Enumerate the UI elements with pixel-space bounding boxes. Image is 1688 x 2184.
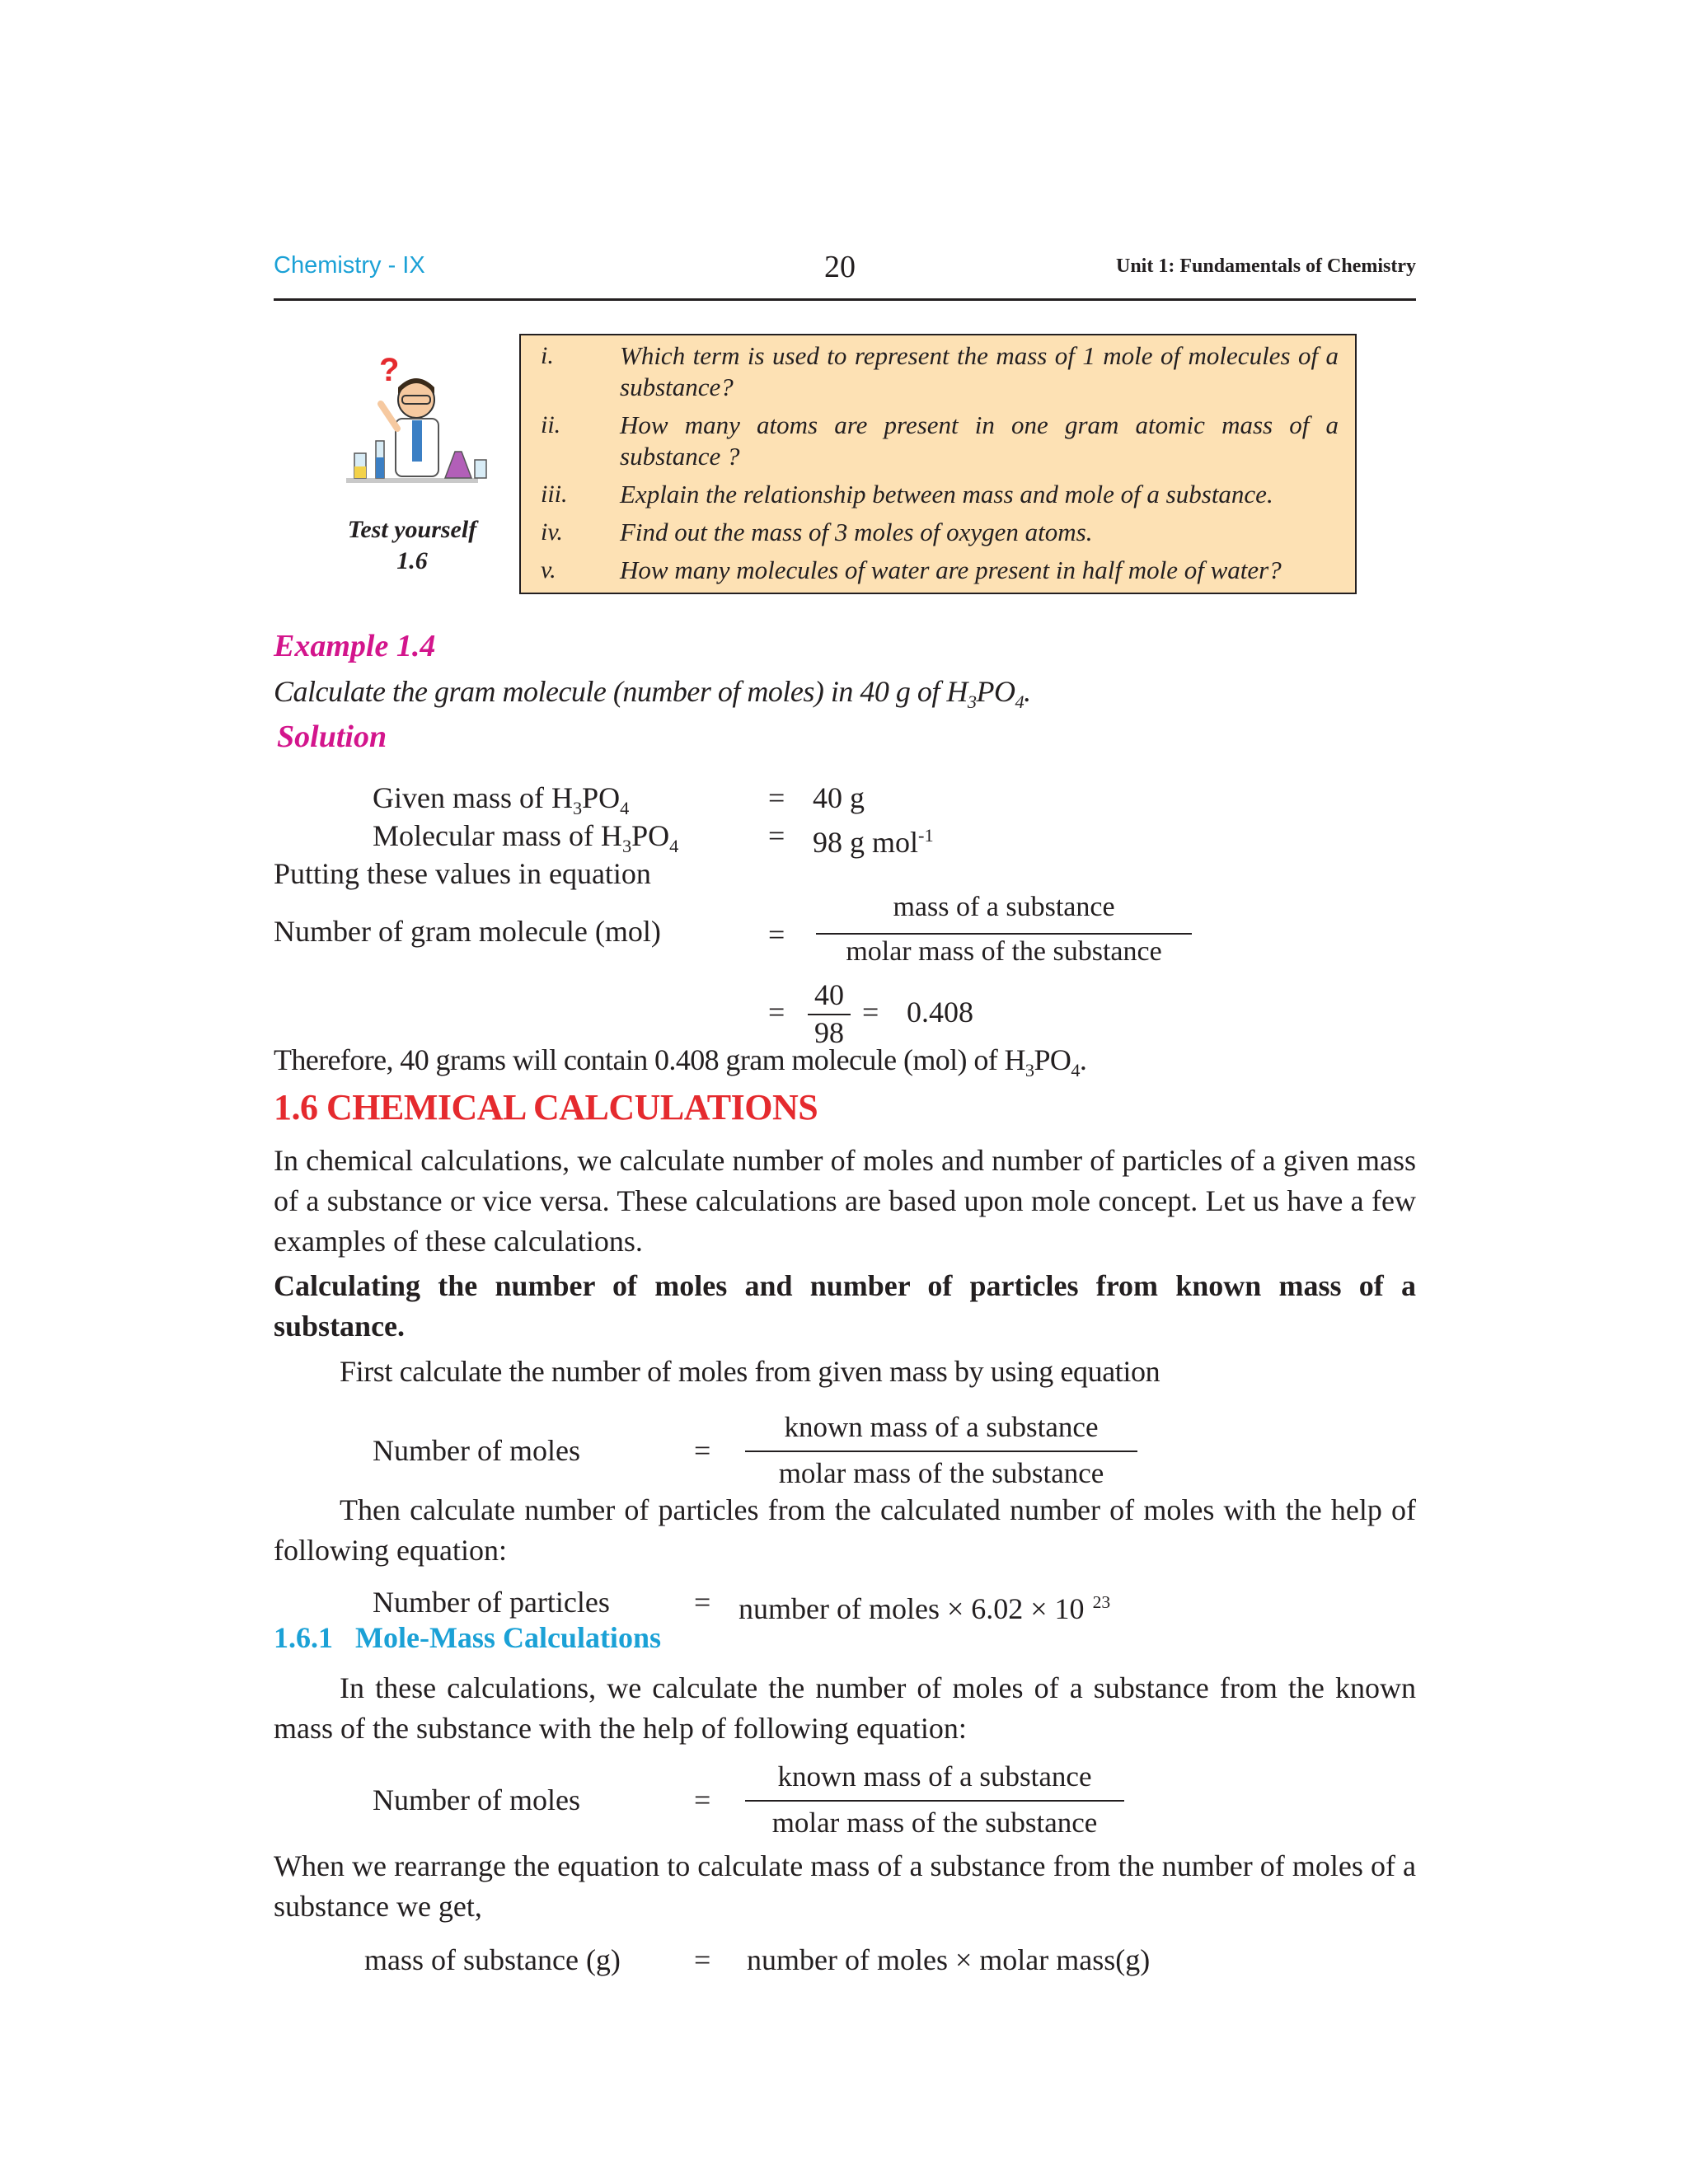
scientist-illustration (330, 354, 495, 519)
section-heading: 1.6 CHEMICAL CALCULATIONS (274, 1087, 818, 1127)
section-paragraph: Then calculate number of particles from the calculated number of moles with the help of following equation: (274, 1493, 1416, 1567)
fraction-numerator: known mass of a substance (784, 1411, 1099, 1443)
calc-result: 0.408 (907, 996, 973, 1029)
header-unit: Unit 1: Fundamentals of Chemistry (1116, 255, 1416, 277)
equation-rhs: number of moles × 6.02 × 10 $^{23}$ (738, 1592, 1111, 1625)
molecular-mass-label: Molecular mass of $H_3PO_4$ (373, 819, 679, 857)
page-number: 20 (824, 250, 856, 284)
equation-label: Number of gram molecule (mol) (274, 915, 661, 948)
subsection-paragraph: In these calculations, we calculate the number of moles of a substance from the known mass of the substance with the help of following equation: (274, 1671, 1416, 1745)
example-question: Calculate the gram molecule (number of moles) in 40 g of $H_3PO_4$. (274, 675, 1031, 713)
equals-sign: = (768, 918, 785, 951)
equals-sign: = (694, 1434, 711, 1467)
equation-rhs: number of moles × molar mass(g) (747, 1943, 1151, 1976)
test-yourself-number: 1.6 (396, 547, 428, 574)
test-yourself-questions (519, 334, 1357, 594)
equation-label: mass of substance (g) (364, 1943, 621, 1976)
equals-sign: = (768, 819, 785, 852)
solution-label: Solution (277, 719, 387, 754)
calc-numerator: 40 (814, 978, 844, 1011)
equals-sign: = (694, 1783, 711, 1816)
question-text-continued: substance ? (620, 442, 740, 471)
equals-sign: = (694, 1586, 711, 1619)
subsection-heading: 1.6.1 Mole-Mass Calculations (274, 1621, 661, 1654)
fraction-numerator: known mass of a substance (777, 1760, 1092, 1793)
test-yourself-label (326, 514, 499, 577)
instruction-text: First calculate the number of moles from given mass by using equation (340, 1355, 1160, 1388)
equals-sign: = (694, 1943, 711, 1976)
fraction-denominator: molar mass of the substance (846, 936, 1162, 967)
given-mass-value: 40 g (813, 781, 865, 814)
given-mass-label: Given mass of $H_3PO_4$ (373, 781, 630, 819)
question-text: Which term is used to represent the mass of 1 mole of molecules of a (620, 341, 1339, 370)
fraction-denominator: molar mass of the substance (771, 1807, 1098, 1839)
calc-denominator: 98 (814, 1016, 844, 1049)
therefore-text: Therefore, 40 grams will contain 0.408 gram molecule (mol) of $H_3PO_4$. (274, 1043, 1087, 1081)
question-text-continued: substance? (620, 373, 734, 401)
svg-text:?: ? (379, 354, 400, 388)
molecular-mass-value: 98 g mol$^{-1}$ (813, 825, 934, 859)
question-text: How many atoms are present in one gram atomic mass of a (620, 410, 1339, 439)
test-yourself-title: Test yourself (347, 516, 477, 543)
header-subject: Chemistry - IX (274, 252, 425, 279)
equation-label: Number of moles (373, 1434, 580, 1467)
question-text: How many molecules of water are present in half mole of water? (620, 555, 1282, 584)
question-text: Explain the relationship between mass and mole of a substance. (620, 480, 1273, 509)
example-title: Example 1.4 (274, 629, 436, 663)
fraction-denominator: molar mass of the substance (778, 1457, 1104, 1489)
equals-sign: = (862, 996, 879, 1029)
section-paragraph: In chemical calculations, we calculate number of moles and number of particles of a given mass of a substance or vice versa. These calculations are based upon mole concept. Let us have a few examples of these calculations. (274, 1144, 1416, 1258)
fraction-numerator: mass of a substance (893, 892, 1115, 922)
question-text: Find out the mass of 3 moles of oxygen atoms. (620, 518, 1093, 546)
header-divider (274, 298, 1416, 301)
equals-sign: = (768, 781, 785, 814)
subsection-paragraph: When we rearrange the equation to calculate mass of a substance from the number of moles of a substance we get, (274, 1849, 1416, 1923)
fraction-bar (745, 1800, 1124, 1802)
equation-label: Number of particles (373, 1586, 610, 1619)
question-number: ii. (541, 411, 561, 438)
equals-sign: = (768, 996, 785, 1029)
fraction-bar (745, 1451, 1137, 1452)
bold-subheading: Calculating the number of moles and number of particles from known mass of a substance. (274, 1269, 1416, 1343)
question-number: v. (541, 556, 556, 583)
fraction-bar (816, 933, 1192, 935)
putting-values-text: Putting these values in equation (274, 857, 651, 890)
question-number: i. (541, 342, 554, 369)
equation-label: Number of moles (373, 1783, 580, 1816)
question-number: iii. (541, 480, 568, 508)
question-number: iv. (541, 518, 563, 546)
